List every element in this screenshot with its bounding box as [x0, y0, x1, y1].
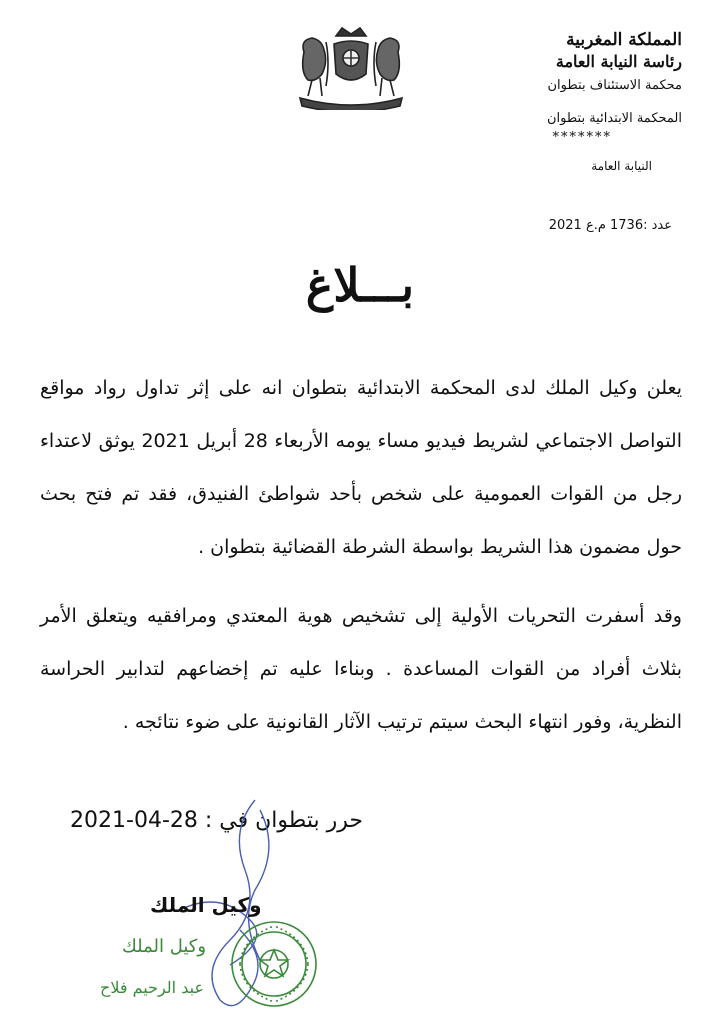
body-paragraph-1: يعلن وكيل الملك لدى المحكمة الابتدائية بتطوان انه على إثر تداول رواد مواقع التواصل الاجتماعي لشريط فيديو مساء يومه الأربعاء 28 أبريل 2021 يوثق لاعتداء رجل من القوات العمومية على شخص بأحد شواطئ الفنيدق، فقد تم فتح بحث حول مضمون هذا الشريط بواسطة الشرطة القضائية بتطوان . — [40, 377, 682, 558]
header-appeal-court: محكمة الاستئناف بتطوان — [547, 77, 682, 93]
header-presidency: رئاسة النيابة العامة — [555, 52, 682, 72]
stamp-text-title: وكيل الملك — [122, 936, 207, 957]
header-stars: ******* — [552, 129, 612, 145]
document-title: بـــلاغ — [305, 258, 415, 312]
body-paragraph-2: وقد أسفرت التحريات الأولية إلى تشخيص هوية المعتدي ومرافقيه ويتعلق الأمر بثلاث أفراد من القوات المساعدة . وبناءا عليه تم إخضاعهم لتدابير الحراسة النظرية، وفور انتهاء البحث سيتم ترتيب الآثار القانونية على ضوء نتائجه . — [40, 605, 682, 733]
royal-emblem-icon — [290, 22, 412, 110]
header-first-instance-court: المحكمة الابتدائية بتطوان — [546, 111, 682, 127]
header-prosecution: النيابة العامة — [591, 159, 652, 174]
date-line: حرر بتطوان في : 28-04-2021 — [70, 808, 363, 833]
letterhead — [442, 30, 682, 174]
header-kingdom: المملكة المغربية — [566, 30, 682, 50]
reference-number: عدد :1736 م.ع 2021 — [548, 218, 672, 233]
stamp-text-name: عبد الرحيم فلاح — [100, 978, 204, 997]
official-stamp-icon — [228, 918, 320, 1010]
document-body — [40, 362, 682, 749]
signature-title: وكيل الملك — [150, 893, 262, 917]
